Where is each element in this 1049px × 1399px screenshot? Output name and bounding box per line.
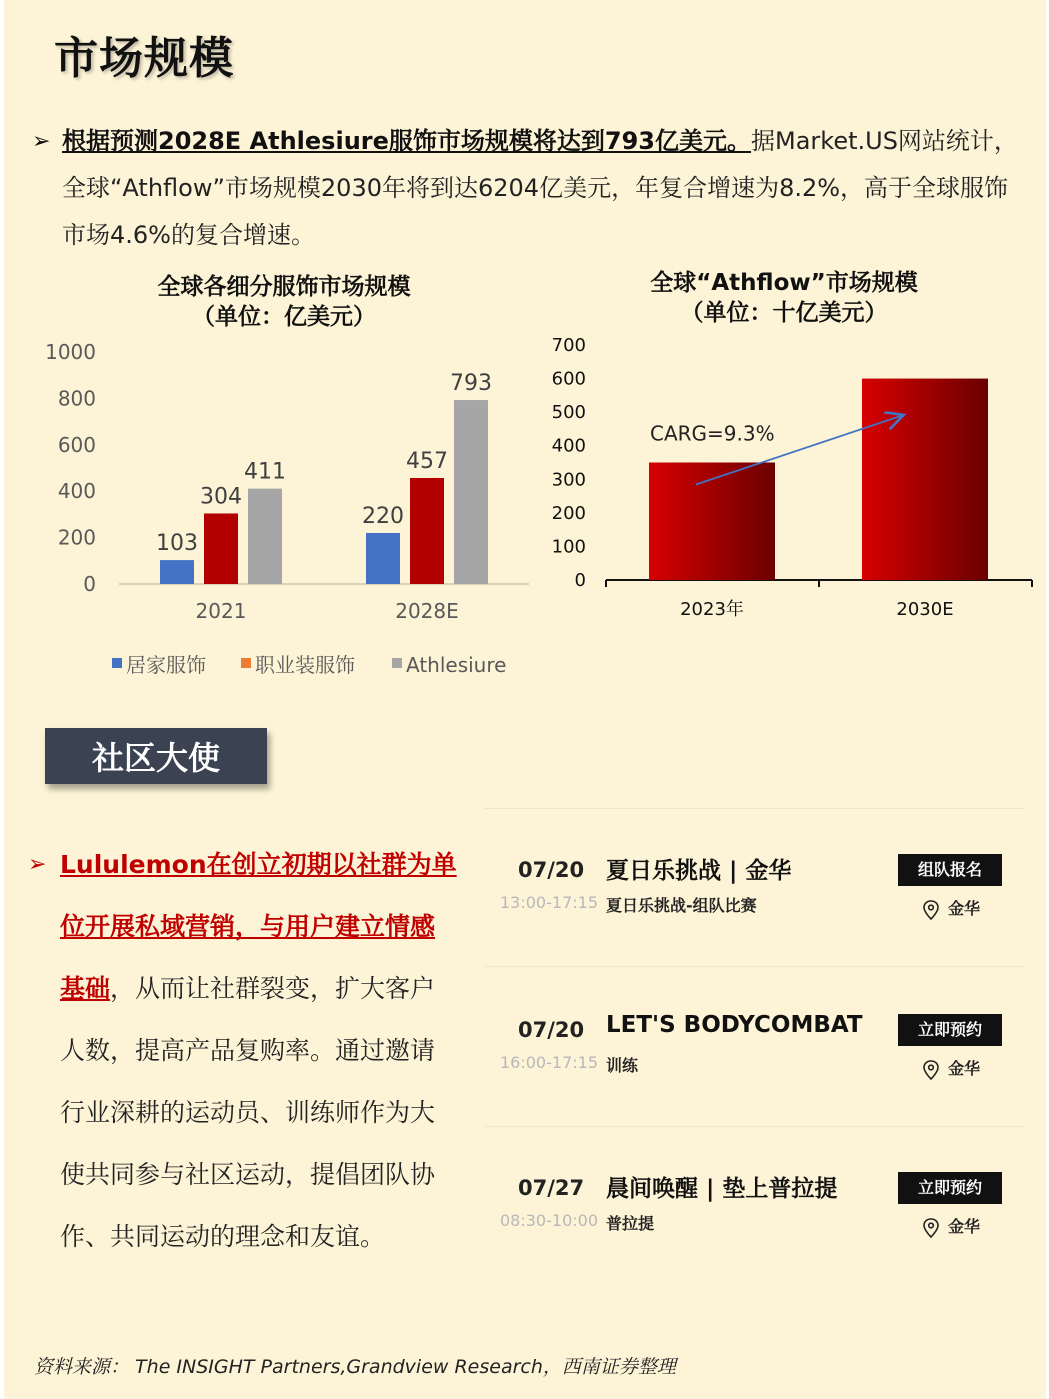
x-tick-label: 2028E	[395, 599, 459, 623]
event-subtitle: 训练	[606, 1056, 639, 1075]
event-subtitle: 普拉提	[606, 1214, 655, 1233]
y-tick-label: 0	[83, 572, 96, 596]
legend-label: 职业装服饰	[255, 653, 355, 677]
legend-label: 居家服饰	[126, 653, 206, 677]
page-title: 市场规模	[54, 33, 234, 84]
y-tick-label: 600	[57, 432, 96, 457]
event-location-label: 金华	[948, 1059, 981, 1078]
location-pin-icon	[922, 900, 940, 920]
y-tick-label: 500	[551, 402, 586, 424]
bar	[410, 478, 444, 584]
divider	[484, 1126, 1024, 1127]
data-label: 103	[156, 531, 198, 557]
bar	[454, 400, 488, 584]
bar	[862, 379, 988, 580]
data-label: 793	[450, 371, 492, 397]
bar	[160, 560, 194, 584]
event-name: LET'S BODYCOMBAT	[606, 1012, 863, 1038]
chart1-subtitle: （单位：亿美元）	[192, 304, 376, 330]
community-paragraph	[28, 834, 458, 1268]
x-tick-label: 2030E	[896, 599, 954, 620]
y-tick-label: 400	[57, 479, 96, 504]
team-signup-button[interactable]: 组队报名	[898, 854, 1002, 886]
event-date: 07/20	[518, 1018, 585, 1042]
location-pin-icon	[922, 1060, 940, 1080]
legend-label: Athlesiure	[406, 653, 507, 677]
data-label: 220	[362, 503, 404, 529]
x-tick-label: 2021	[195, 599, 247, 623]
community-ambassador-badge: 社区大使	[45, 728, 267, 784]
arrow-bullet-icon: ➢	[32, 129, 51, 154]
chart1-title: 全球各细分服饰市场规模	[157, 274, 411, 300]
intro-paragraph	[32, 118, 1032, 259]
legend-swatch	[392, 658, 402, 668]
chart1-svg	[4, 330, 544, 700]
event-time: 16:00-17:15	[500, 1053, 598, 1072]
event-date: 07/20	[518, 858, 585, 882]
data-label: 304	[200, 484, 242, 510]
book-now-button[interactable]: 立即预约	[898, 1014, 1002, 1046]
chart2-title-block	[604, 268, 964, 328]
community-text: ，从而让社群裂变，扩大客户人数，提高产品复购率。通过邀请行业深耕的运动员、训练师作为大使共同参与社区运动，提倡团队协作、共同运动的理念和友谊。	[60, 974, 436, 1251]
event-location	[922, 1056, 980, 1080]
event-location	[922, 896, 980, 920]
event-location	[922, 1214, 980, 1238]
event-card[interactable]	[500, 850, 1010, 950]
community-red-text: Lululemon在创立初期以社群为单位开展私域营销，与用户建立情感基础	[60, 850, 457, 1003]
event-location-label: 金华	[948, 1217, 981, 1236]
event-date: 07/27	[518, 1176, 585, 1200]
book-now-button[interactable]: 立即预约	[898, 1172, 1002, 1204]
y-tick-label: 700	[551, 335, 586, 356]
divider	[484, 808, 1024, 809]
event-card[interactable]	[500, 1168, 1010, 1268]
chart2-title: 全球“Athflow”市场规模	[650, 270, 918, 296]
legend-swatch	[241, 658, 251, 668]
event-card[interactable]	[500, 1010, 1010, 1110]
event-name: 晨间唤醒 | 垫上普拉提	[606, 1176, 838, 1202]
arrow-bullet-icon: ➢	[28, 852, 47, 877]
page	[4, 0, 1046, 1399]
y-tick-label: 1000	[45, 340, 96, 364]
y-tick-label: 200	[57, 525, 96, 550]
intro-highlight: 根据预测2028E Athlesiure服饰市场规模将达到793亿美元。	[62, 127, 751, 155]
intro-text: 据Market.US网站统计，全球“Athflow”市场规模2030年将到达6204亿美元，年复合增速为8.2%，高于全球服饰市场4.6%的复合增速。	[62, 127, 1018, 249]
event-time: 13:00-17:15	[500, 893, 598, 912]
x-tick-label: 2023年	[680, 599, 744, 620]
y-tick-label: 100	[551, 536, 586, 558]
bar	[366, 533, 400, 584]
y-tick-label: 0	[574, 570, 586, 591]
y-tick-label: 200	[551, 502, 586, 524]
chart1-title-block	[104, 272, 464, 332]
event-time: 08:30-10:00	[500, 1211, 598, 1230]
y-tick-label: 400	[551, 435, 586, 457]
y-tick-label: 800	[57, 386, 96, 411]
bar	[204, 513, 238, 584]
event-name: 夏日乐挑战 | 金华	[606, 858, 792, 884]
cagr-annotation: CARG=9.3%	[650, 421, 775, 446]
chart2-svg	[534, 330, 1044, 630]
divider	[484, 966, 1024, 967]
data-label: 411	[244, 459, 286, 485]
location-pin-icon	[922, 1218, 940, 1238]
y-tick-label: 600	[551, 368, 586, 390]
y-tick-label: 300	[551, 469, 586, 491]
source-note: 资料来源： The INSIGHT Partners,Grandview Research，西南证券整理	[34, 1356, 676, 1378]
bar	[248, 489, 282, 584]
data-label: 457	[406, 448, 448, 474]
event-subtitle: 夏日乐挑战-组队比赛	[606, 896, 757, 915]
bar	[649, 463, 775, 581]
legend-swatch	[112, 658, 122, 668]
event-location-label: 金华	[948, 899, 981, 918]
chart2-subtitle: （单位：十亿美元）	[680, 300, 888, 326]
